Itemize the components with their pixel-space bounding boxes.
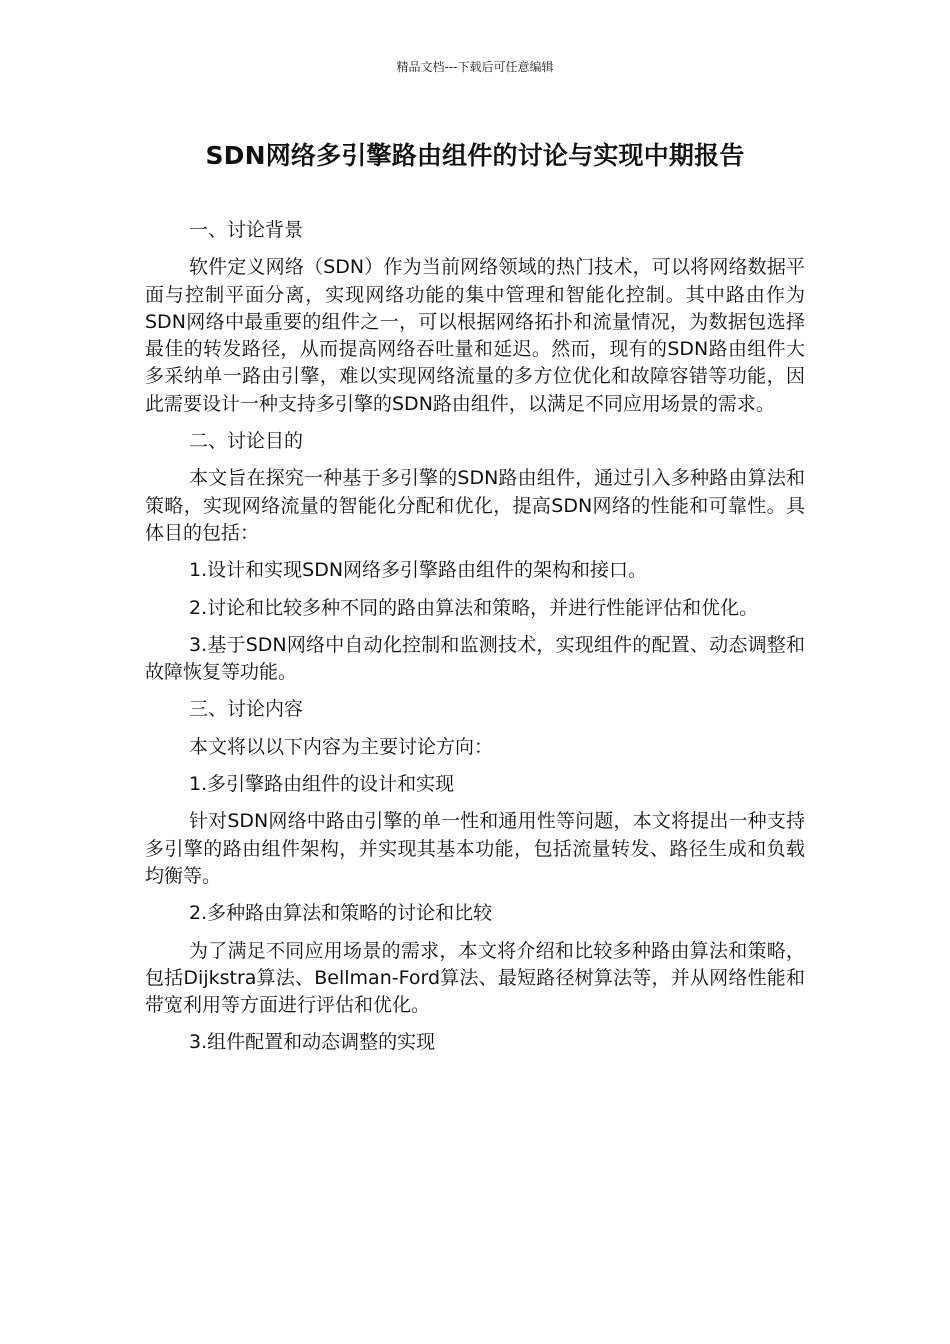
paragraph-subsection-2: 为了满足不同应用场景的需求，本文将介绍和比较多种路由算法和策略，包括Dijkstra算法、Bellman-Ford算法、最短路径树算法等，并从网络性能和带宽利用等方面进行评估和优化。 [145, 939, 805, 1017]
paragraph-background: 软件定义网络（SDN）作为当前网络领域的热门技术，可以将网络数据平面与控制平面分离，实现网络功能的集中管理和智能化控制。其中路由作为SDN网络中最重要的组件之一，可以根据网络拓扑和流量情况，为数据包选择最佳的转发路径，从而提高网络吞吐量和延迟。然而，现有的SDN路由组件大多采纳单一路由引擎，难以实现网络流量的多方位优化和故障容错等功能，因此需要设计一种支持多引擎的SDN路由组件，以满足不同应用场景的需求。 [145, 256, 805, 415]
document-title: SDN网络多引擎路由组件的讨论与实现中期报告 [205, 141, 745, 170]
section-heading-background: 一、讨论背景 [189, 219, 304, 241]
subheading-1: 1.多引擎路由组件的设计和实现 [189, 773, 455, 796]
purpose-item-2: 2.讨论和比较多种不同的路由算法和策略，并进行性能评估和优化。 [189, 596, 759, 619]
section-heading-content: 三、讨论内容 [189, 698, 304, 721]
subheading-3: 3.组件配置和动态调整的实现 [189, 1031, 436, 1054]
page-header: 精品文档---下载后可任意编辑 [396, 60, 554, 74]
purpose-item-1: 1.设计和实现SDN网络多引擎路由组件的架构和接口。 [189, 559, 648, 582]
paragraph-content-intro: 本文将以以下内容为主要讨论方向： [189, 735, 494, 758]
document-body [145, 217, 805, 1067]
subheading-2: 2.多种路由算法和策略的讨论和比较 [189, 902, 493, 925]
section-heading-purpose: 二、讨论目的 [189, 430, 304, 453]
paragraph-purpose: 本文旨在探究一种基于多引擎的SDN路由组件，通过引入多种路由算法和策略，实现网络流量的智能化分配和优化，提高SDN网络的性能和可靠性。具体目的包括： [145, 467, 805, 544]
paragraph-subsection-1: 针对SDN网络中路由引擎的单一性和通用性等问题，本文将提出一种支持多引擎的路由组件架构，并实现其基本功能，包括流量转发、路径生成和负载均衡等。 [145, 810, 805, 887]
purpose-item-3: 3.基于SDN网络中自动化控制和监测技术，实现组件的配置、动态调整和故障恢复等功能。 [145, 633, 805, 684]
